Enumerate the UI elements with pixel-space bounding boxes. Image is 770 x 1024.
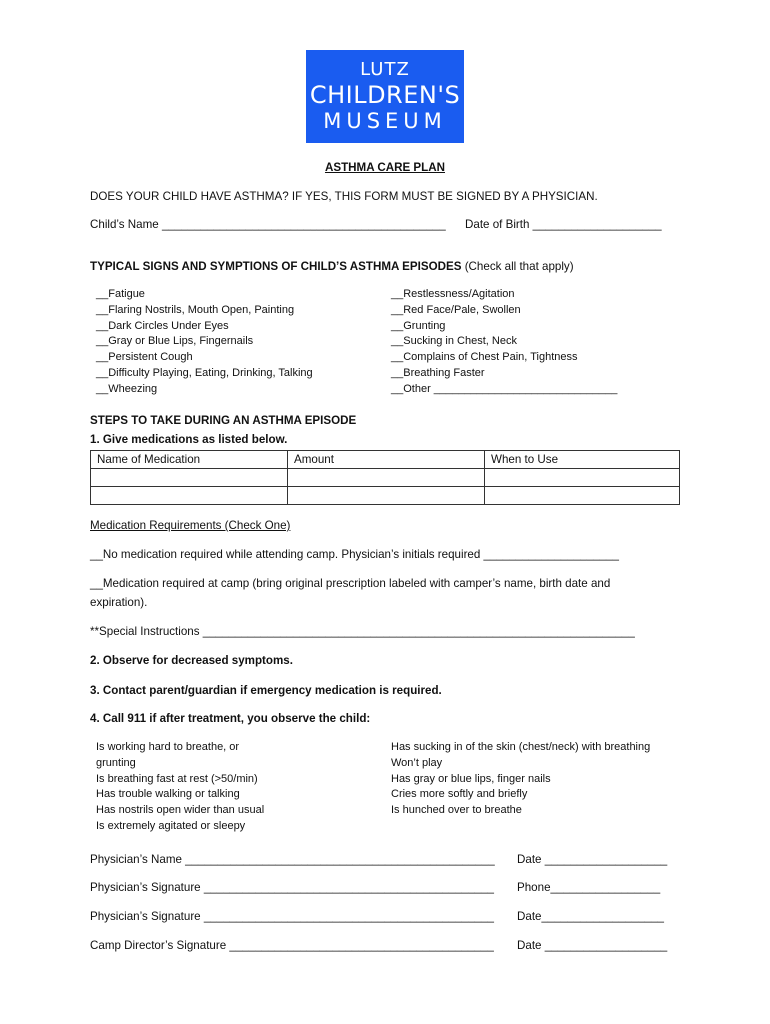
observe-item: Is working hard to breathe, or	[96, 741, 240, 753]
medication-table	[90, 450, 680, 505]
sign-checkbox-item[interactable]: __Dark Circles Under Eyes	[96, 319, 229, 332]
table-cell[interactable]	[91, 487, 288, 505]
medication-requirements-heading: Medication Requirements (Check One)	[90, 519, 291, 532]
observe-item: grunting	[96, 756, 136, 769]
table-row	[91, 487, 680, 505]
sign-checkbox-item[interactable]: __Gray or Blue Lips, Fingernails	[96, 335, 254, 348]
column-header: Amount	[288, 451, 485, 469]
steps-heading: STEPS TO TAKE DURING AN ASTHMA EPISODE	[90, 414, 357, 427]
observe-item: Is extremely agitated or sleepy	[96, 819, 246, 832]
table-cell[interactable]	[91, 469, 288, 487]
observe-item: Has sucking in of the skin (chest/neck) with breathing	[391, 741, 651, 753]
table-header-row	[91, 451, 680, 469]
signs-heading-title: TYPICAL SIGNS AND SYMPTIONS OF CHILD’S ASTHMA EPISODES	[90, 260, 462, 273]
signs-heading	[90, 260, 574, 273]
table-cell[interactable]	[288, 487, 485, 505]
signs-right-list	[391, 287, 617, 398]
physician-name-date-field[interactable]: Date ___________________	[517, 853, 668, 866]
logo-line-2: CHILDREN'S	[309, 81, 461, 109]
form-title: ASTHMA CARE PLAN	[324, 161, 445, 174]
museum-logo	[306, 50, 464, 143]
camp-director-signature-field[interactable]: Camp Director’s Signature _________________________________________	[90, 939, 494, 952]
physician-signature-date-field[interactable]: Date___________________	[517, 910, 664, 923]
sign-checkbox-item[interactable]: __Other ______________________________	[391, 382, 618, 395]
special-instructions-field[interactable]: **Special Instructions ___________________________________________________________________	[90, 625, 635, 638]
observe-right-list	[391, 740, 650, 819]
sign-checkbox-item[interactable]: __Complains of Chest Pain, Tightness	[391, 351, 578, 364]
childs-name-field[interactable]: Child’s Name ____________________________________________	[90, 218, 446, 231]
table-cell[interactable]	[485, 487, 680, 505]
table-row	[91, 469, 680, 487]
asthma-question: DOES YOUR CHILD HAVE ASTHMA? IF YES, THIS FORM MUST BE SIGNED BY A PHYSICIAN.	[90, 190, 598, 203]
logo-line-3: MUSEUM	[323, 109, 447, 133]
observe-item: Is breathing fast at rest (>50/min)	[96, 772, 258, 785]
sign-checkbox-item[interactable]: __Restlessness/Agitation	[391, 288, 515, 300]
observe-item: Is hunched over to breathe	[391, 804, 522, 817]
physician-signature-field[interactable]: Physician’s Signature _____________________________________________	[90, 881, 495, 894]
sign-checkbox-item[interactable]: __Grunting	[391, 319, 446, 332]
column-header: Name of Medication	[91, 451, 288, 469]
observe-left-list	[96, 740, 264, 835]
camp-director-date-field[interactable]: Date ___________________	[517, 939, 668, 952]
physician-name-field[interactable]: Physician’s Name ________________________________________________	[90, 853, 495, 866]
medication-required-option-cont: expiration).	[90, 596, 148, 609]
physician-phone-field[interactable]: Phone_________________	[517, 881, 661, 894]
date-of-birth-field[interactable]: Date of Birth ____________________	[465, 218, 662, 231]
signs-heading-note: (Check all that apply)	[461, 260, 574, 273]
step-4: 4. Call 911 if after treatment, you observe the child:	[90, 712, 371, 725]
sign-checkbox-item[interactable]: __Difficulty Playing, Eating, Drinking, Talking	[96, 366, 313, 379]
signs-left-list	[96, 287, 313, 398]
no-medication-option[interactable]: __No medication required while attending camp. Physician’s initials required _____________________	[90, 548, 619, 561]
sign-checkbox-item[interactable]: __Flaring Nostrils, Mouth Open, Painting	[96, 303, 295, 316]
sign-checkbox-item[interactable]: __Red Face/Pale, Swollen	[391, 303, 521, 316]
step-3: 3. Contact parent/guardian if emergency medication is required.	[90, 684, 442, 697]
observe-item: Cries more softly and briefly	[391, 788, 528, 801]
sign-checkbox-item[interactable]: __Wheezing	[96, 382, 158, 395]
step-2: 2. Observe for decreased symptoms.	[90, 654, 293, 667]
sign-checkbox-item[interactable]: __Breathing Faster	[391, 366, 485, 379]
observe-item: Won’t play	[391, 756, 443, 769]
step-1: 1. Give medications as listed below.	[90, 433, 288, 446]
observe-item: Has gray or blue lips, finger nails	[391, 772, 551, 785]
logo-line-1: LUTZ	[360, 59, 410, 80]
observe-item: Has nostrils open wider than usual	[96, 804, 265, 817]
sign-checkbox-item[interactable]: __Sucking in Chest, Neck	[391, 335, 517, 348]
observe-item: Has trouble walking or talking	[96, 788, 240, 801]
table-cell[interactable]	[485, 469, 680, 487]
medication-required-option[interactable]: __Medication required at camp (bring original prescription labeled with camper’s name, birth date and	[90, 577, 611, 590]
sign-checkbox-item[interactable]: __Fatigue	[96, 288, 145, 300]
table-cell[interactable]	[288, 469, 485, 487]
sign-checkbox-item[interactable]: __Persistent Cough	[96, 351, 193, 364]
physician-signature-field-2[interactable]: Physician’s Signature _____________________________________________	[90, 910, 495, 923]
column-header: When to Use	[485, 451, 680, 469]
